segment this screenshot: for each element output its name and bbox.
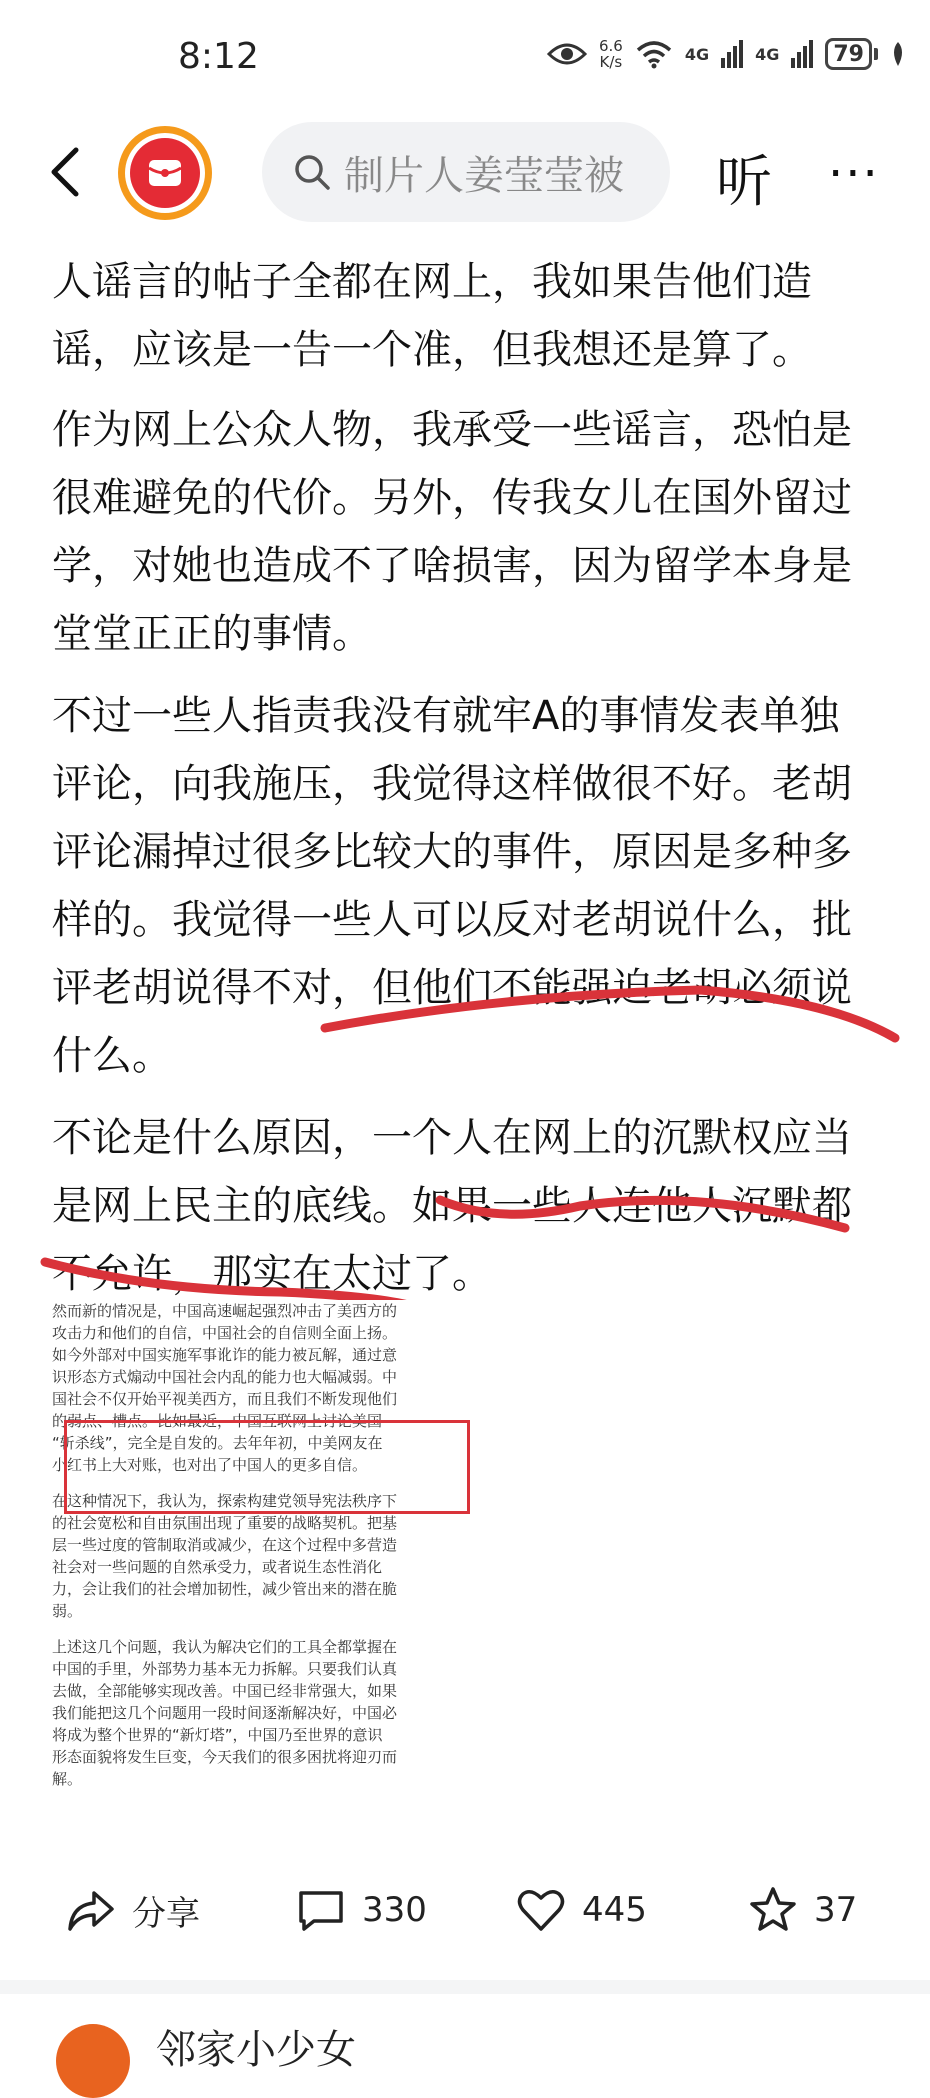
battery-tip [874,48,878,60]
search-box[interactable] [262,122,670,222]
listen-button[interactable]: 听 [716,150,772,215]
net-speed-value: 6.6 [598,37,623,55]
action-bar [0,1870,930,1950]
signal-bars-icon [721,40,743,68]
comment-button[interactable] [296,1870,427,1950]
back-arrow-icon[interactable] [40,142,100,202]
like-count: 445 [582,1890,647,1930]
user-avatar[interactable] [56,2024,130,2098]
status-time: 8:12 [178,36,259,77]
embed-paragraph: 在这种情况下，我认为，探索构建党领导宪法秩序下 的社会宽松和自由氛围出现了重要的战略契机。把基 层一些过度的管制取消或减少，在这个过程中多营造 社会对一些问题的自然承受力，或者说生态性消化 力，会让我们的社会增加韧性，减少管出来的潜在脆 弱。 [52,1492,398,1620]
comment-count: 330 [362,1890,427,1930]
eye-icon [547,40,587,68]
share-icon [66,1885,116,1935]
author-avatar[interactable] [118,126,212,220]
share-label: 分享 [132,1893,200,1934]
paragraph: 作为网上公众人物，我承受一些谣言，恐怕是 很难避免的代价。另外，传我女儿在国外留过 学，对她也造成不了啥损害，因为留学本身是 堂堂正正的事情。 [52,407,852,657]
share-button[interactable] [66,1870,200,1950]
net-speed [599,38,623,70]
status-bar [0,0,930,120]
paragraph: 不论是什么原因，一个人在网上的沉默权应当 是网上民主的底线。如果一些人连他人沉默都 不允许，那实在太过了。 [52,1115,852,1297]
star-icon [748,1885,798,1935]
search-text: 制片人姜莹莹被 [344,152,624,199]
signal-bars-icon [791,40,813,68]
wifi-icon [635,39,673,69]
net-speed-unit: K/s [599,53,623,71]
section-divider [0,1980,930,1994]
red-highlight-box [64,1420,470,1514]
fav-count: 37 [814,1890,858,1930]
top-bar [0,118,930,228]
embed-paragraph: 上述这几个问题，我认为解决它们的工具全都掌握在 中国的手里，外部势力基本无力拆解。只要我们认真 去做，全部能够实现改善。中国已经非常强大，如果 我们能把这几个问题用一段时间逐渐解决好，中国必 将成为整个世界的“新灯塔”，中国乃至世界的意识 形态面貌将发生巨变，今天我们的很多困扰将迎刃而 解。 [52,1638,398,1788]
embedded-screenshot[interactable] [52,1300,462,1845]
red-envelope-icon [146,154,184,192]
favorite-button[interactable] [748,1870,857,1950]
like-button[interactable] [516,1870,647,1950]
user-name[interactable]: 邻家小少女 [156,2027,356,2073]
heart-icon [516,1885,566,1935]
search-icon [292,152,332,192]
article-body [52,248,882,1322]
signal1-label: 4G [684,44,710,64]
more-button[interactable]: ··· [828,146,880,202]
battery-level: 79 [833,41,864,67]
paragraph: 人谣言的帖子全都在网上，我如果告他们造 谣，应该是一告一个准，但我想还是算了。 [52,259,812,373]
battery-icon [825,38,872,70]
paragraph: 不过一些人指责我没有就牢A的事情发表单独 评论，向我施压，我觉得这样做很不好。老胡 评论漏掉过很多比较大的事件，原因是多种多 样的。我觉得一些人可以反对老胡说什么，批 评老胡说得不对，但他们不能强迫老胡必须说 什么。 [52,693,852,1079]
next-post-header[interactable] [0,1994,930,2073]
embed-paragraph: 然而新的情况是，中国高速崛起强烈冲击了美西方的 攻击力和他们的自信，中国社会的自信则全面上扬。 如今外部对中国实施军事讹诈的能力被瓦解，通过意 识形态方式煽动中国社会内乱的能力也大幅减弱。中 国社会不仅开始平视美西方，而且我们不断发现他们 的弱点、槽点。比如最近，中国互联网上讨论美国 “斩杀线”，完全是自发的。去年年初，中美网友在 小红书上大对账，也对出了中国人的更多自信。 [52,1302,398,1474]
signal2-label: 4G [755,44,780,64]
status-icons [547,38,906,70]
comment-icon [296,1885,346,1935]
leaf-icon [890,41,906,67]
